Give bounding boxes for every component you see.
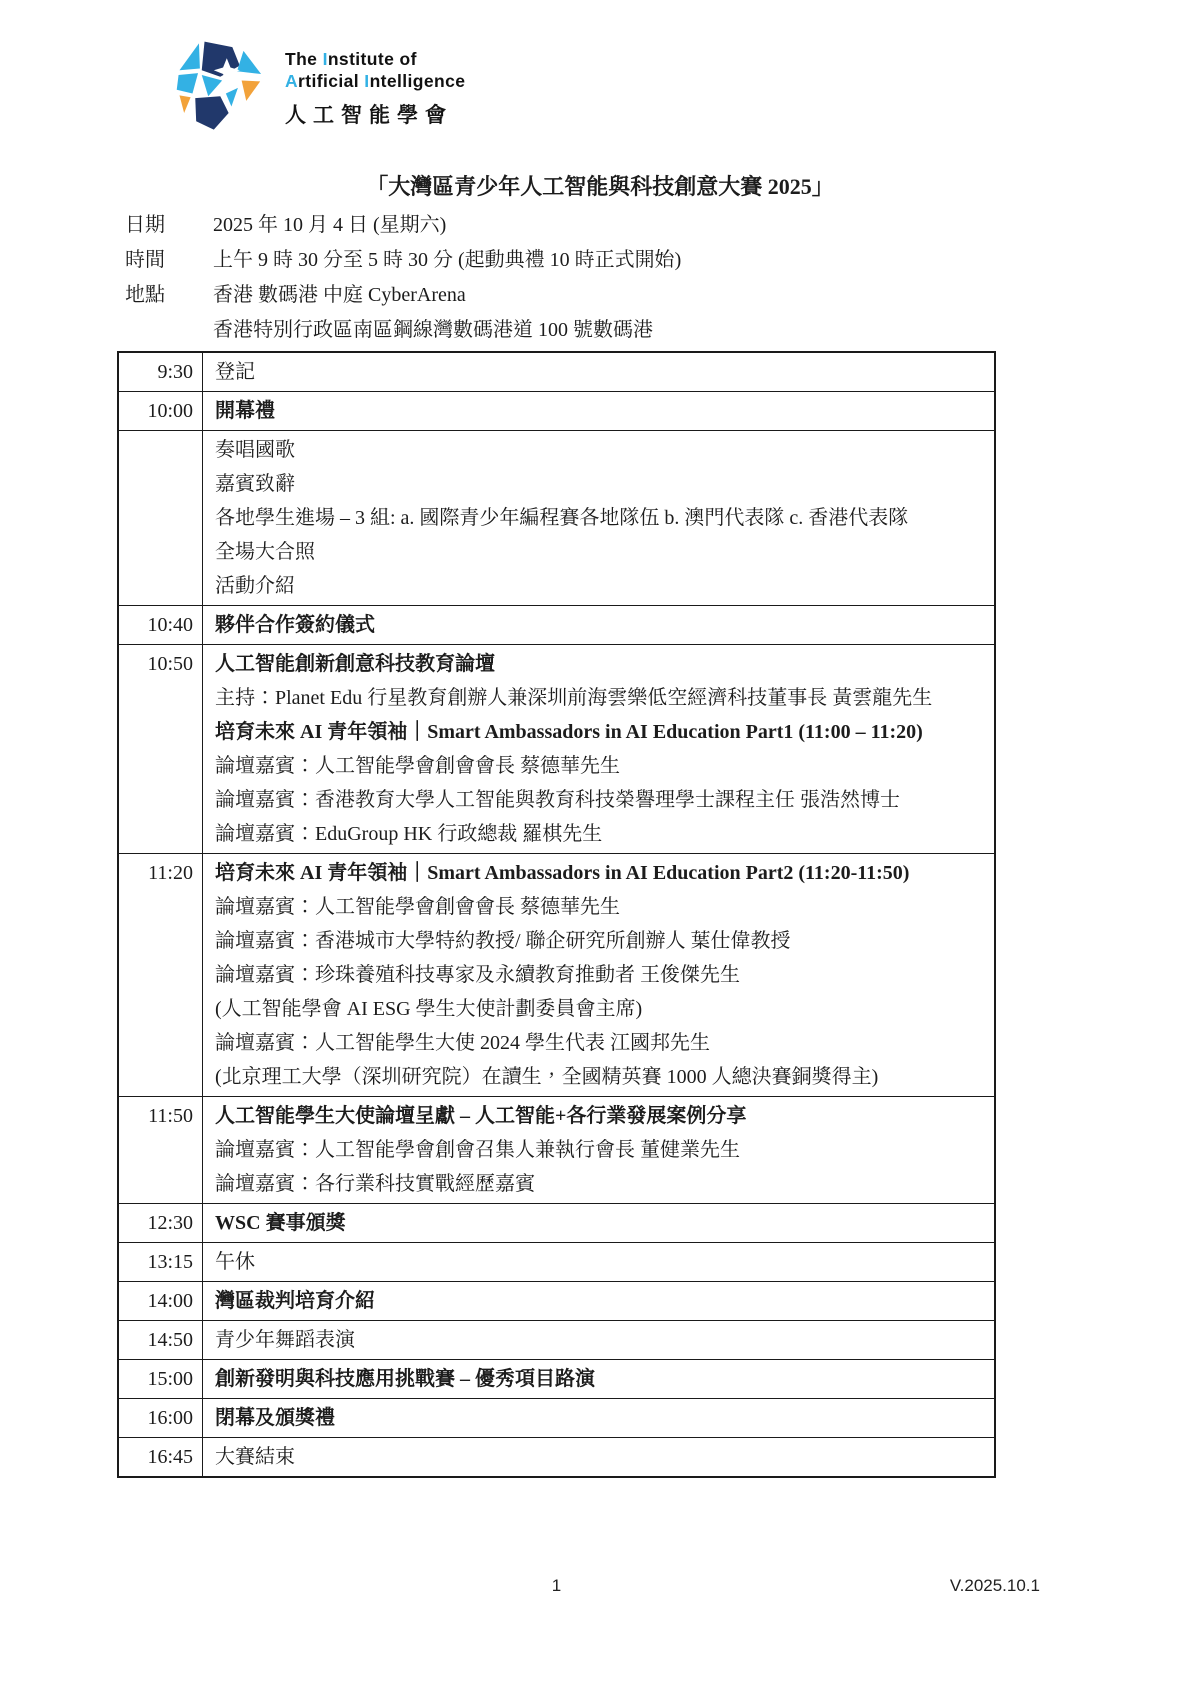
time-cell: 10:00: [119, 392, 203, 430]
logo-text: [285, 38, 465, 129]
logo-letter: A: [285, 71, 299, 91]
event-line: 論壇嘉賓：珍珠養殖科技專家及永續教育推動者 王俊傑先生: [215, 964, 740, 986]
content-cell: [203, 1360, 994, 1398]
schedule-table: [117, 351, 996, 1478]
event-line: 閉幕及頒獎禮: [215, 1407, 335, 1429]
meta-row: [125, 208, 1200, 243]
content-cell: [203, 1438, 994, 1476]
time-cell: 9:30: [119, 353, 203, 391]
event-line: 論壇嘉賓：各行業科技實戰經歷嘉賓: [215, 1173, 535, 1195]
content-cell: [203, 1204, 994, 1242]
meta-label: 地點: [125, 284, 165, 306]
event-line: 論壇嘉賓：人工智能學會創會召集人兼執行會長 董健業先生: [215, 1139, 740, 1161]
meta-list: [125, 208, 1200, 348]
event-line: 人工智能創新創意科技教育論壇: [215, 653, 495, 675]
schedule-row: [119, 1242, 994, 1281]
time-cell: 16:00: [119, 1399, 203, 1437]
schedule-row: [119, 353, 994, 391]
meta-value: 2025 年 10 月 4 日 (星期六): [213, 214, 447, 236]
schedule-row: [119, 1359, 994, 1398]
event-line: 培育未來 AI 青年領袖｜Smart Ambassadors in AI Education Part2 (11:20-11:50): [215, 862, 910, 884]
logo-letter: I: [364, 71, 370, 91]
time-cell: [119, 431, 203, 605]
schedule-row: [119, 644, 994, 853]
time-cell: 14:00: [119, 1282, 203, 1320]
schedule-row: [119, 391, 994, 430]
content-cell: [203, 645, 994, 853]
event-line: 嘉賓致辭: [215, 473, 295, 495]
content-cell: [203, 854, 994, 1096]
event-line: 各地學生進場 – 3 組: a. 國際青少年編程賽各地隊伍 b. 澳門代表隊 c. 香港代表隊: [215, 507, 909, 529]
time-cell: 14:50: [119, 1321, 203, 1359]
event-line: 人工智能學生大使論壇呈獻 – 人工智能+各行業發展案例分享: [215, 1105, 747, 1127]
logo-letter: I: [322, 49, 328, 69]
time-cell: 10:50: [119, 645, 203, 853]
content-cell: [203, 606, 994, 644]
event-line: 論壇嘉賓：香港城市大學特約教授/ 聯企研究所創辦人 葉仕偉教授: [215, 930, 791, 952]
time-cell: 11:20: [119, 854, 203, 1096]
page-title: 「大灣區青少年人工智能與科技創意大賽 2025」: [366, 174, 834, 199]
time-cell: 12:30: [119, 1204, 203, 1242]
event-line: 論壇嘉賓：人工智能學會創會會長 蔡德華先生: [215, 896, 620, 918]
content-cell: [203, 1243, 994, 1281]
time-cell: 11:50: [119, 1097, 203, 1203]
time-cell: 15:00: [119, 1360, 203, 1398]
schedule-row: [119, 430, 994, 605]
logo-letter: The: [285, 49, 323, 69]
event-line: 培育未來 AI 青年領袖｜Smart Ambassadors in AI Education Part1 (11:00 – 11:20): [215, 721, 923, 743]
meta-row: [125, 243, 1200, 278]
event-line: 開幕禮: [215, 400, 275, 422]
logo: [0, 0, 1200, 136]
content-cell: [203, 431, 994, 605]
content-cell: [203, 1282, 994, 1320]
schedule-row: [119, 1203, 994, 1242]
logo-letter: nstitute: [327, 49, 400, 69]
event-line: 灣區裁判培育介紹: [215, 1290, 375, 1312]
event-line: 午休: [215, 1251, 255, 1273]
meta-row: [125, 278, 1200, 313]
event-line: 登記: [215, 361, 255, 383]
event-line: 大賽結束: [215, 1446, 295, 1468]
time-cell: 16:45: [119, 1438, 203, 1476]
logo-cjk-name: 人工智能學會: [285, 103, 453, 127]
schedule-row: [119, 1437, 994, 1476]
event-line: 主持：Planet Edu 行星教育創辦人兼深圳前海雲樂低空經濟科技董事長 黃雲龍先生: [215, 687, 933, 709]
event-line: 全場大合照: [215, 541, 315, 563]
schedule-row: [119, 605, 994, 644]
schedule-row: [119, 1398, 994, 1437]
event-line: 活動介紹: [215, 575, 295, 597]
meta-label: 時間: [125, 249, 165, 271]
logo-letter: rtificial: [298, 71, 365, 91]
meta-value: 香港特別行政區南區鋼線灣數碼港道 100 號數碼港: [213, 319, 653, 341]
event-line: 創新發明與科技應用挑戰賽 – 優秀項目路演: [215, 1368, 595, 1390]
content-cell: [203, 392, 994, 430]
event-line: 論壇嘉賓：EduGroup HK 行政總裁 羅棋先生: [215, 823, 603, 845]
time-cell: 10:40: [119, 606, 203, 644]
content-cell: [203, 1097, 994, 1203]
time-cell: 13:15: [119, 1243, 203, 1281]
event-line: (北京理工大學（深圳研究院）在讀生，全國精英賽 1000 人總決賽銅獎得主): [215, 1066, 879, 1088]
meta-row: [125, 313, 1200, 348]
event-line: 論壇嘉賓：人工智能學會創會會長 蔡德華先生: [215, 755, 620, 777]
schedule-row: [119, 1096, 994, 1203]
meta-label: 日期: [125, 214, 165, 236]
meta-value: 香港 數碼港 中庭 CyberArena: [213, 284, 466, 306]
meta-label: [125, 313, 213, 348]
schedule-row: [119, 1320, 994, 1359]
event-line: 論壇嘉賓：香港教育大學人工智能與教育科技榮譽理學士課程主任 張浩然博士: [215, 789, 900, 811]
logo-letter: ntelligence: [369, 71, 466, 91]
page-number: 1: [551, 1576, 562, 1595]
logo-letter: of: [399, 49, 417, 69]
schedule-row: [119, 1281, 994, 1320]
version-label: V.2025.10.1: [949, 1576, 1040, 1595]
event-line: 夥伴合作簽約儀式: [215, 614, 375, 636]
schedule-row: [119, 853, 994, 1096]
event-line: 青少年舞蹈表演: [215, 1329, 355, 1351]
content-cell: [203, 1399, 994, 1437]
event-line: WSC 賽事頒獎: [215, 1212, 346, 1234]
content-cell: [203, 1321, 994, 1359]
event-line: (人工智能學會 AI ESG 學生大使計劃委員會主席): [215, 998, 643, 1020]
logo-eng-line1: [285, 48, 465, 70]
institute-brain-logo-icon: [173, 38, 275, 136]
logo-eng-line2: [285, 70, 465, 92]
content-cell: [203, 353, 994, 391]
event-line: 奏唱國歌: [215, 439, 295, 461]
meta-value: 上午 9 時 30 分至 5 時 30 分 (起動典禮 10 時正式開始): [213, 249, 682, 271]
event-line: 論壇嘉賓：人工智能學生大使 2024 學生代表 江國邦先生: [215, 1032, 710, 1054]
